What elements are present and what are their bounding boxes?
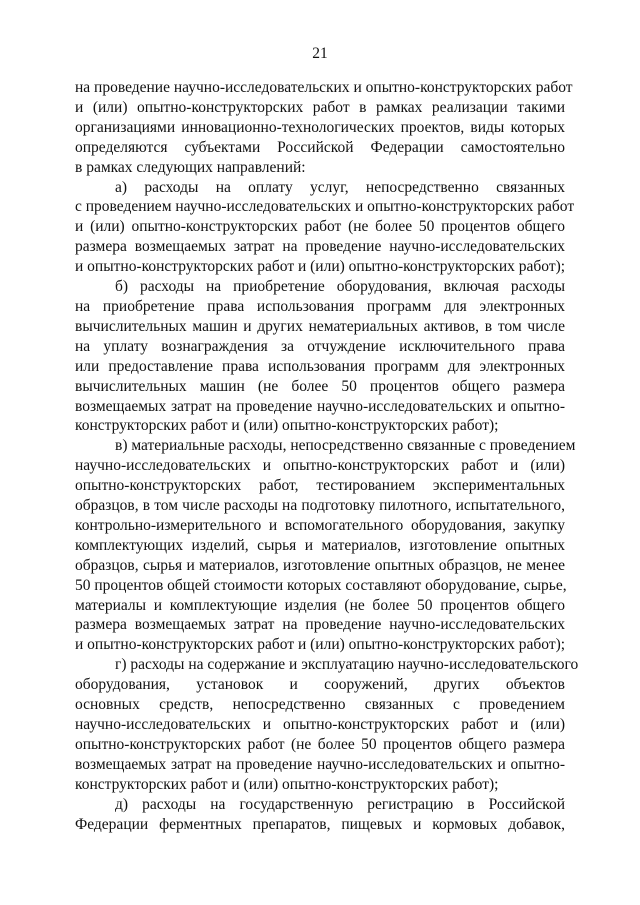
text-line: вычислительных машин (не более 50 процентов общего размера <box>75 377 565 395</box>
text-line: материалы и комплектующие изделия (не более 50 процентов общего <box>75 596 565 614</box>
text-line: комплектующих изделий, сырья и материалов, изготовление опытных <box>75 536 565 554</box>
text-line: и опытно-конструкторских работ и (или) опытно-конструкторских работ); <box>75 258 566 276</box>
text-line: образцов, в том числе расходы на подготовку пилотного, испытательного, <box>75 497 565 515</box>
text-line: 50 процентов общей стоимости которых составляют оборудование, сырье, <box>75 576 567 594</box>
text-line: б) расходы на приобретение оборудования, включая расходы <box>115 278 565 296</box>
text-line: на приобретение права использования программ для электронных <box>75 297 565 315</box>
paragraph-item-d <box>75 795 565 835</box>
text-line: Федерации ферментных препаратов, пищевых и кормовых добавок, <box>75 815 565 833</box>
document-body <box>75 78 579 834</box>
text-line: научно-исследовательских и опытно-конструкторских работ и (или) <box>75 716 565 733</box>
text-line: вычислительных машин и других нематериальных активов, в том числе <box>75 317 565 335</box>
text-line: и (или) опытно-конструкторских работ в рамках реализации такими <box>75 98 565 116</box>
page-number: 21 <box>312 45 328 62</box>
paragraph-item-v <box>75 436 576 655</box>
text-line: и опытно-конструкторских работ и (или) опытно-конструкторских работ); <box>75 636 566 654</box>
paragraph-item-g <box>75 655 579 794</box>
text-line: образцов, сырья и материалов, изготовление опытных образцов, не менее <box>75 556 565 574</box>
text-line: возмещаемых затрат на проведение научно-исследовательских и опытно- <box>75 397 565 415</box>
text-line: и (или) опытно-конструкторских работ (не более 50 процентов общего <box>75 218 565 236</box>
text-line: определяются субъектами Российской Федерации самостоятельно <box>75 138 565 156</box>
text-line: в) материальные расходы, непосредственно связанные с проведением <box>115 437 576 455</box>
text-line: размера возмещаемых затрат на проведение научно-исследовательских <box>75 616 565 634</box>
paragraph-item-a <box>75 178 575 278</box>
text-line: возмещаемых затрат на проведение научно-исследовательских и опытно- <box>75 755 565 773</box>
text-line: контрольно-измерительного и вспомогательного оборудования, закупку <box>75 516 565 534</box>
text-line: организациями инновационно-технологических проектов, виды которых <box>75 118 565 136</box>
paragraph-item-b <box>75 277 565 436</box>
text-line: на уплату вознаграждения за отчуждение исключительного права <box>75 337 565 355</box>
text-line: основных средств, непосредственно связанных с проведением <box>75 696 565 714</box>
text-line: конструкторских работ и (или) опытно-конструкторских работ); <box>75 417 499 435</box>
text-line: или предоставление права использования программ для электронных <box>75 357 565 375</box>
text-line: опытно-конструкторских работ (не более 50 процентов общего размера <box>75 735 565 753</box>
text-line: а) расходы на оплату услуг, непосредственно связанных <box>115 178 565 196</box>
text-line: опытно-конструкторских работ, тестированием экспериментальных <box>75 477 565 495</box>
text-line: д) расходы на государственную регистрацию в Российской <box>115 795 565 813</box>
text-line: в рамках следующих направлений: <box>75 158 306 176</box>
text-line: научно-исследовательских и опытно-конструкторских работ и (или) <box>75 457 565 475</box>
text-line: с проведением научно-исследовательских и опытно-конструкторских работ <box>75 198 575 216</box>
text-line: на проведение научно-исследовательских и опытно-конструкторских работ <box>75 79 573 96</box>
text-line: оборудования, установок и сооружений, других объектов <box>75 676 565 694</box>
paragraph-intro <box>75 78 573 178</box>
text-line: конструкторских работ и (или) опытно-конструкторских работ); <box>75 775 499 793</box>
text-line: г) расходы на содержание и эксплуатацию научно-исследовательского <box>115 656 579 674</box>
text-line: размера возмещаемых затрат на проведение научно-исследовательских <box>75 238 565 256</box>
